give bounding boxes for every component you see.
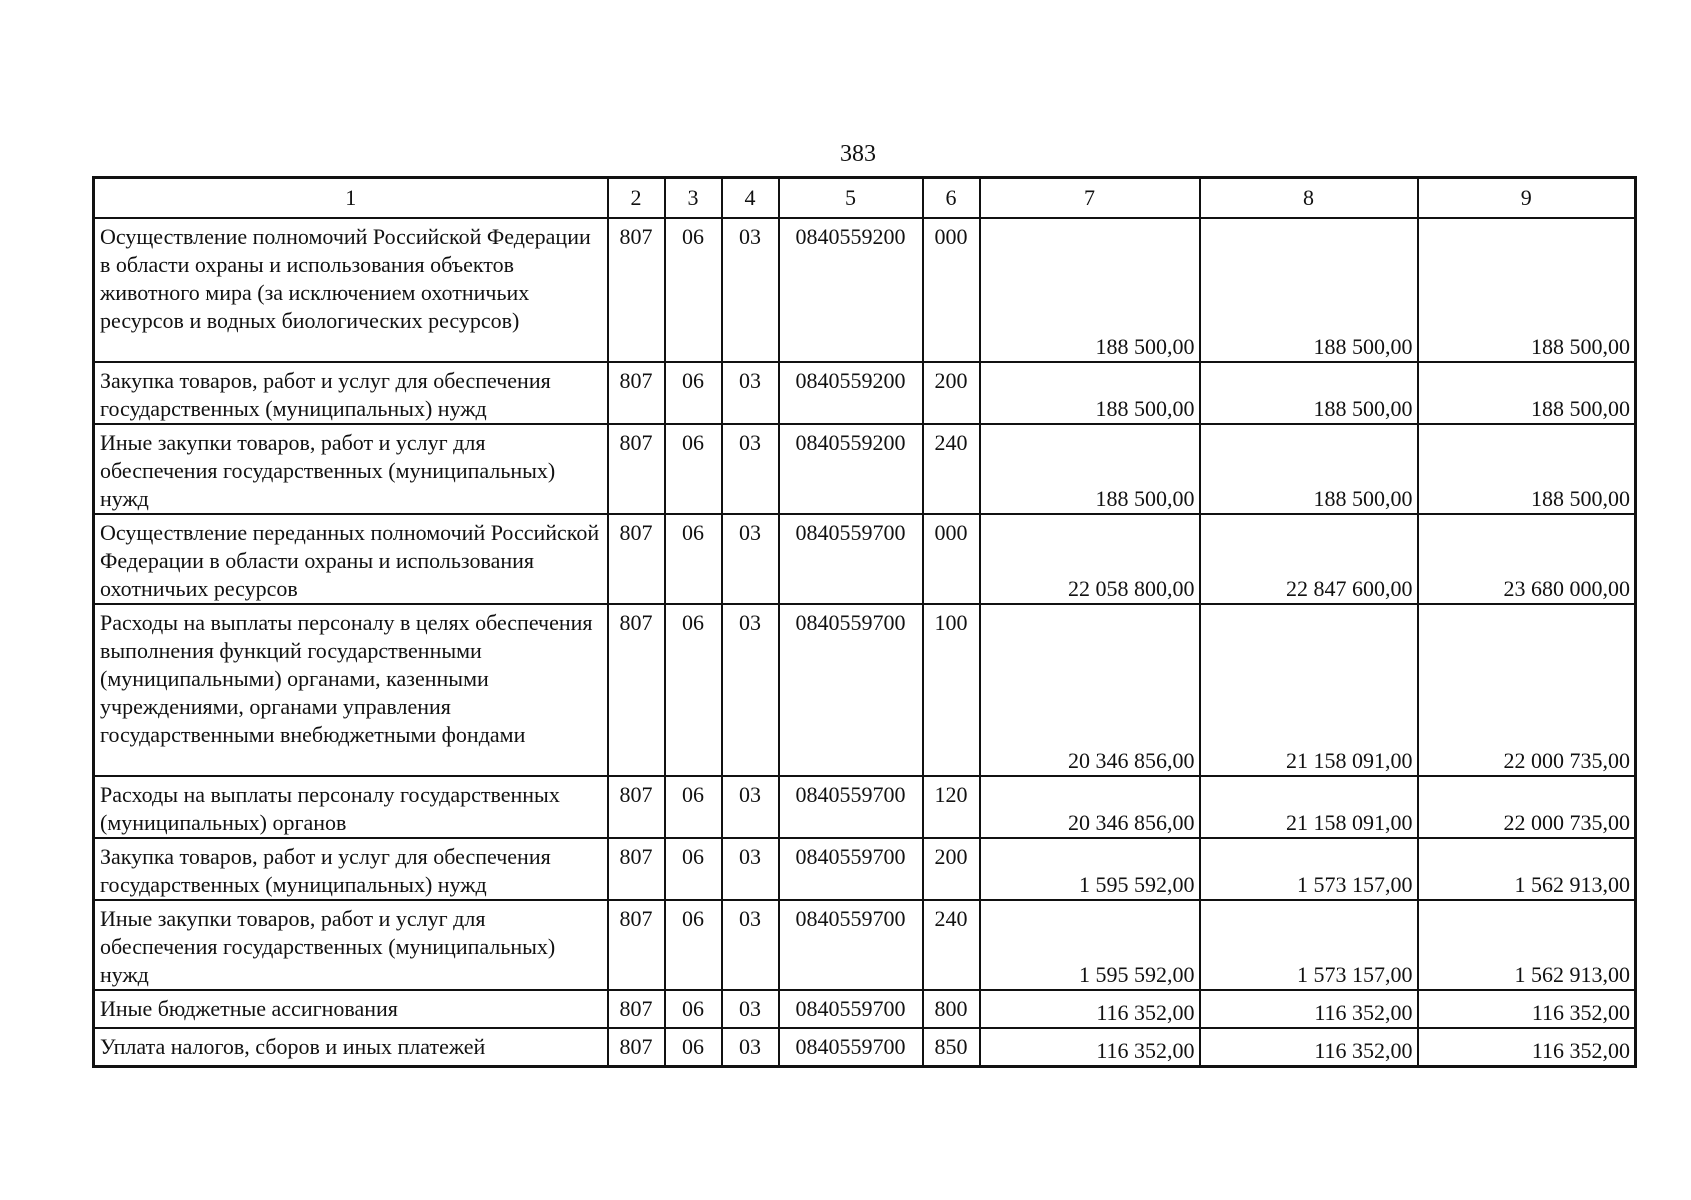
- code-cell: 240: [923, 900, 980, 990]
- amount-cell: 188 500,00: [1418, 362, 1636, 424]
- code-cell: 807: [608, 900, 665, 990]
- code-cell: 06: [665, 362, 722, 424]
- table-row: [94, 1028, 1636, 1066]
- row-description: Осуществление полномочий Российской Федерации в области охраны и использования объектов животного мира (за исключением охотничьих ресурсов и водных биологических ресурсов): [94, 218, 608, 362]
- code-cell: 807: [608, 424, 665, 514]
- amount-cell: 188 500,00: [980, 424, 1200, 514]
- amount-cell: 23 680 000,00: [1418, 514, 1636, 604]
- code-cell: 0840559700: [779, 900, 923, 990]
- code-cell: 0840559700: [779, 990, 923, 1028]
- code-cell: 0840559200: [779, 362, 923, 424]
- code-cell: 03: [722, 604, 779, 776]
- amount-cell: 21 158 091,00: [1200, 776, 1418, 838]
- amount-cell: 20 346 856,00: [980, 776, 1200, 838]
- amount-cell: 1 573 157,00: [1200, 900, 1418, 990]
- code-cell: 100: [923, 604, 980, 776]
- code-cell: 0840559700: [779, 514, 923, 604]
- row-description: Расходы на выплаты персоналу в целях обеспечения выполнения функций государственными (муниципальными) органами, казенными учреждениями, органами управления государственными внебюджетными фондами: [94, 604, 608, 776]
- code-cell: 06: [665, 838, 722, 900]
- code-cell: 120: [923, 776, 980, 838]
- table-row: [94, 990, 1636, 1028]
- code-cell: 03: [722, 514, 779, 604]
- amount-cell: 1 573 157,00: [1200, 838, 1418, 900]
- table-row: [94, 838, 1636, 900]
- amount-cell: 188 500,00: [980, 362, 1200, 424]
- header-cell: 4: [722, 178, 779, 219]
- row-description: Уплата налогов, сборов и иных платежей: [94, 1028, 608, 1066]
- code-cell: 240: [923, 424, 980, 514]
- code-cell: 03: [722, 838, 779, 900]
- amount-cell: 188 500,00: [1200, 362, 1418, 424]
- row-description: Закупка товаров, работ и услуг для обеспечения государственных (муниципальных) нужд: [94, 362, 608, 424]
- code-cell: 807: [608, 1028, 665, 1066]
- amount-cell: 188 500,00: [1418, 218, 1636, 362]
- amount-cell: 116 352,00: [1200, 1028, 1418, 1066]
- table-header-row: [94, 178, 1636, 219]
- row-description: Иные закупки товаров, работ и услуг для обеспечения государственных (муниципальных) нужд: [94, 900, 608, 990]
- amount-cell: 1 595 592,00: [980, 838, 1200, 900]
- code-cell: 0840559700: [779, 1028, 923, 1066]
- amount-cell: 1 562 913,00: [1418, 838, 1636, 900]
- code-cell: 03: [722, 900, 779, 990]
- code-cell: 800: [923, 990, 980, 1028]
- table-row: [94, 424, 1636, 514]
- header-cell: 9: [1418, 178, 1636, 219]
- amount-cell: 20 346 856,00: [980, 604, 1200, 776]
- code-cell: 200: [923, 362, 980, 424]
- code-cell: 807: [608, 990, 665, 1028]
- row-description: Иные бюджетные ассигнования: [94, 990, 608, 1028]
- amount-cell: 22 058 800,00: [980, 514, 1200, 604]
- amount-cell: 116 352,00: [1418, 1028, 1636, 1066]
- row-description: Осуществление переданных полномочий Российской Федерации в области охраны и использования охотничьих ресурсов: [94, 514, 608, 604]
- code-cell: 000: [923, 218, 980, 362]
- amount-cell: 188 500,00: [980, 218, 1200, 362]
- amount-cell: 1 562 913,00: [1418, 900, 1636, 990]
- header-cell: 3: [665, 178, 722, 219]
- table-row: [94, 900, 1636, 990]
- code-cell: 807: [608, 838, 665, 900]
- header-cell: 5: [779, 178, 923, 219]
- code-cell: 06: [665, 514, 722, 604]
- code-cell: 03: [722, 1028, 779, 1066]
- code-cell: 06: [665, 218, 722, 362]
- amount-cell: 22 000 735,00: [1418, 776, 1636, 838]
- code-cell: 850: [923, 1028, 980, 1066]
- table-row: [94, 604, 1636, 776]
- amount-cell: 116 352,00: [1418, 990, 1636, 1028]
- code-cell: 0840559700: [779, 604, 923, 776]
- code-cell: 03: [722, 776, 779, 838]
- code-cell: 807: [608, 362, 665, 424]
- header-cell: 2: [608, 178, 665, 219]
- code-cell: 0840559700: [779, 776, 923, 838]
- code-cell: 0840559200: [779, 218, 923, 362]
- row-description: Закупка товаров, работ и услуг для обеспечения государственных (муниципальных) нужд: [94, 838, 608, 900]
- amount-cell: 22 847 600,00: [1200, 514, 1418, 604]
- code-cell: 807: [608, 514, 665, 604]
- table-row: [94, 218, 1636, 362]
- code-cell: 0840559700: [779, 838, 923, 900]
- code-cell: 03: [722, 218, 779, 362]
- amount-cell: 116 352,00: [1200, 990, 1418, 1028]
- code-cell: 807: [608, 218, 665, 362]
- code-cell: 06: [665, 900, 722, 990]
- code-cell: 807: [608, 604, 665, 776]
- table-row: [94, 362, 1636, 424]
- amount-cell: 116 352,00: [980, 1028, 1200, 1066]
- amount-cell: 188 500,00: [1200, 218, 1418, 362]
- row-description: Расходы на выплаты персоналу государственных (муниципальных) органов: [94, 776, 608, 838]
- code-cell: 06: [665, 424, 722, 514]
- budget-table: [92, 176, 1637, 1068]
- code-cell: 06: [665, 604, 722, 776]
- code-cell: 200: [923, 838, 980, 900]
- table-row: [94, 514, 1636, 604]
- code-cell: 0840559200: [779, 424, 923, 514]
- header-cell: 8: [1200, 178, 1418, 219]
- header-cell: 1: [94, 178, 608, 219]
- page-number: 383: [840, 141, 876, 167]
- amount-cell: 188 500,00: [1200, 424, 1418, 514]
- code-cell: 06: [665, 1028, 722, 1066]
- amount-cell: 21 158 091,00: [1200, 604, 1418, 776]
- header-cell: 6: [923, 178, 980, 219]
- amount-cell: 188 500,00: [1418, 424, 1636, 514]
- code-cell: 03: [722, 990, 779, 1028]
- code-cell: 807: [608, 776, 665, 838]
- code-cell: 06: [665, 990, 722, 1028]
- table-row: [94, 776, 1636, 838]
- code-cell: 000: [923, 514, 980, 604]
- header-cell: 7: [980, 178, 1200, 219]
- row-description: Иные закупки товаров, работ и услуг для обеспечения государственных (муниципальных) нужд: [94, 424, 608, 514]
- amount-cell: 1 595 592,00: [980, 900, 1200, 990]
- amount-cell: 116 352,00: [980, 990, 1200, 1028]
- amount-cell: 22 000 735,00: [1418, 604, 1636, 776]
- code-cell: 03: [722, 424, 779, 514]
- code-cell: 03: [722, 362, 779, 424]
- code-cell: 06: [665, 776, 722, 838]
